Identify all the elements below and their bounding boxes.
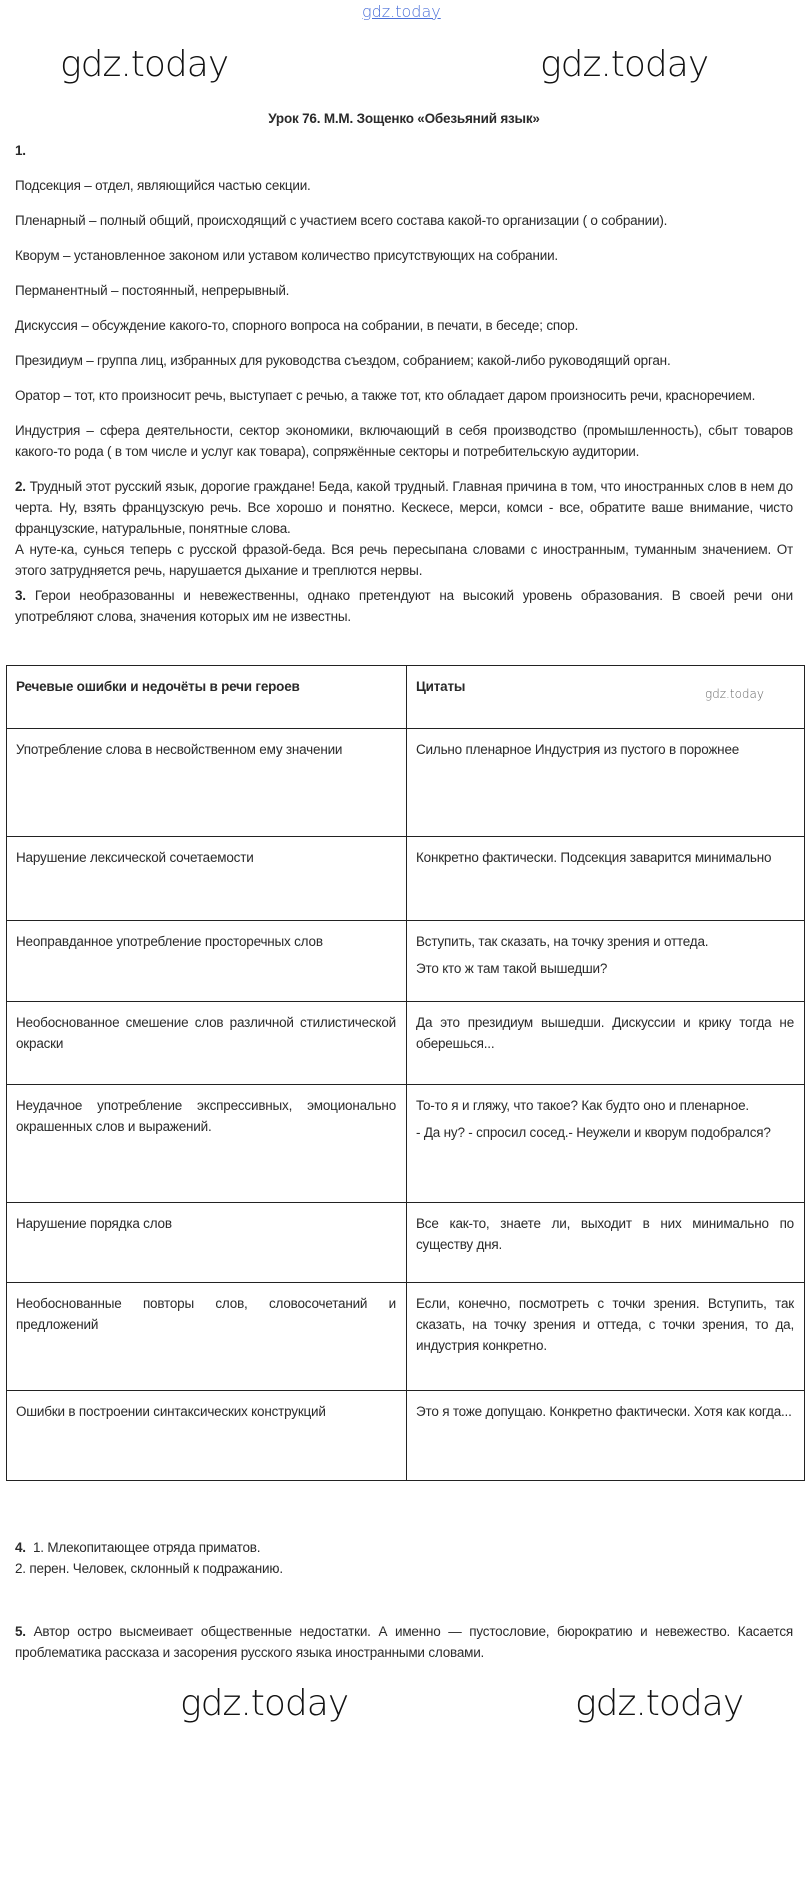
error-cell: Необоснованное смешение слов различной стилистической окраски	[7, 1002, 407, 1085]
task3-paragraph	[15, 585, 793, 627]
quote-cell: Вступить, так сказать, на точку зрения и оттеда. Это кто ж там такой вышедши?	[407, 921, 805, 1002]
error-cell: Неудачное употребление экспрессивных, эмоционально окрашенных слов и выражений.	[7, 1085, 407, 1203]
watermark: gdz.today	[180, 1683, 349, 1724]
table-row	[7, 1391, 805, 1481]
task4-line1: 4. 1. Млекопитающее отряда приматов.	[15, 1540, 261, 1555]
quote-cell: Да это президиум вышедши. Дискуссии и крику тогда не оберешься...	[407, 1002, 805, 1085]
quote-cell: То-то я и гляжу, что такое? Как будто оно и пленарное. - Да ну? - спросил сосед.- Неужели и кворум подобрался?	[407, 1085, 805, 1203]
watermark: gdz.today	[540, 44, 709, 85]
error-cell: Неоправданное употребление просторечных слов	[7, 921, 407, 1002]
definition: Дискуссия – обсуждение какого-то, спорного вопроса на собрании, в печати, в беседе; спор.	[15, 318, 579, 333]
page-title: Урок 76. М.М. Зощенко «Обезьяний язык»	[268, 111, 540, 126]
task3-number: 3.	[15, 588, 26, 603]
error-cell: Ошибки в построении синтаксических конструкций	[7, 1391, 407, 1481]
header-quotes: Цитаты gdz.today	[407, 666, 805, 729]
error-cell: Нарушение порядка слов	[7, 1203, 407, 1283]
header-errors: Речевые ошибки и недочёты в речи героев	[7, 666, 407, 729]
definition: Подсекция – отдел, являющийся частью секции.	[15, 178, 311, 193]
watermark: gdz.today	[575, 1683, 744, 1724]
task1-number: 1.	[15, 143, 26, 158]
table-row	[7, 837, 805, 921]
table-row	[7, 921, 805, 1002]
table-row	[7, 729, 805, 837]
definition: Оратор – тот, кто произносит речь, выступает с речью, а также тот, кто обладает даром произносить речи, красноречием.	[15, 388, 756, 403]
task4-line2: 2. перен. Человек, склонный к подражанию.	[15, 1561, 283, 1576]
task5-paragraph: 5. Автор остро высмеивает общественные недостатки. А именно — пустословие, бюрократию и невежество. Касается проблематика рассказа и засорения русского языка иностранными словами.	[15, 1624, 793, 1660]
task3-text: Герои необразованны и невежественны, однако претендуют на высокий уровень образования. В своей речи они употребляют слова, значения которых им не известны.	[15, 588, 793, 624]
watermark: gdz.today	[704, 687, 764, 701]
table-row	[7, 1203, 805, 1283]
task2-text2: А нуте-ка, сунься теперь с русской фразой-беда. Вся речь пересыпана словами с иностранным, туманным значением. От этого затрудняется речь, нарушается дыхание и треплются нервы.	[15, 542, 793, 578]
table-row	[7, 1085, 805, 1203]
task2-paragraph	[15, 476, 793, 539]
definition: Кворум – установленное законом или уставом количество присутствующих на собрании.	[15, 248, 558, 263]
site-link[interactable]: gdz.today	[362, 2, 441, 21]
error-cell: Употребление слова в несвойственном ему значении	[7, 729, 407, 837]
quote-cell: Это я тоже допущаю. Конкретно фактически. Хотя как когда...	[407, 1391, 805, 1481]
definition: Пленарный – полный общий, происходящий с участием всего состава какой-то организации ( о собрании).	[15, 213, 668, 228]
table-row	[7, 1283, 805, 1391]
definition: Президиум – группа лиц, избранных для руководства съездом, собранием; какой-либо руководящий орган.	[15, 353, 671, 368]
task2-number: 2.	[15, 479, 26, 494]
table-row	[7, 1002, 805, 1085]
task2-text1: Трудный этот русский язык, дорогие граждане! Беда, какой трудный. Главная причина в том, что иностранных слов в нем до черта. Ну, взять французскую речь. Все хорошо и понятно. Кескесе, мерси, комси - все, обратите ваше внимание, чисто французские, натуральные, понятные слова.	[15, 479, 793, 536]
error-cell: Необоснованные повторы слов, словосочетаний и предложений	[7, 1283, 407, 1391]
footer-watermarks	[15, 1683, 793, 1743]
quote-cell: Конкретно фактически. Подсекция заварится минимально	[407, 837, 805, 921]
definition: Перманентный – постоянный, непрерывный.	[15, 283, 290, 298]
quote-cell: Сильно пленарное Индустрия из пустого в порожнее	[407, 729, 805, 837]
error-cell: Нарушение лексической сочетаемости	[7, 837, 407, 921]
watermark: gdz.today	[60, 44, 229, 85]
definition: Индустрия – сфера деятельности, сектор экономики, включающий в себя производство (промышленность), сбыт товаров какого-то рода ( в том числе и услуг как товара), сопряжённые секторы и потребительскую аудитории.	[15, 423, 793, 459]
table-header-row	[7, 666, 805, 729]
quote-cell: Если, конечно, посмотреть с точки зрения. Вступить, так сказать, на точку зрения и оттеда, с точки зрения, то да, индустрия конкретно.	[407, 1283, 805, 1391]
speech-errors-table	[6, 665, 805, 1481]
quote-cell: Все как-то, знаете ли, выходит в них минимально по существу дня.	[407, 1203, 805, 1283]
